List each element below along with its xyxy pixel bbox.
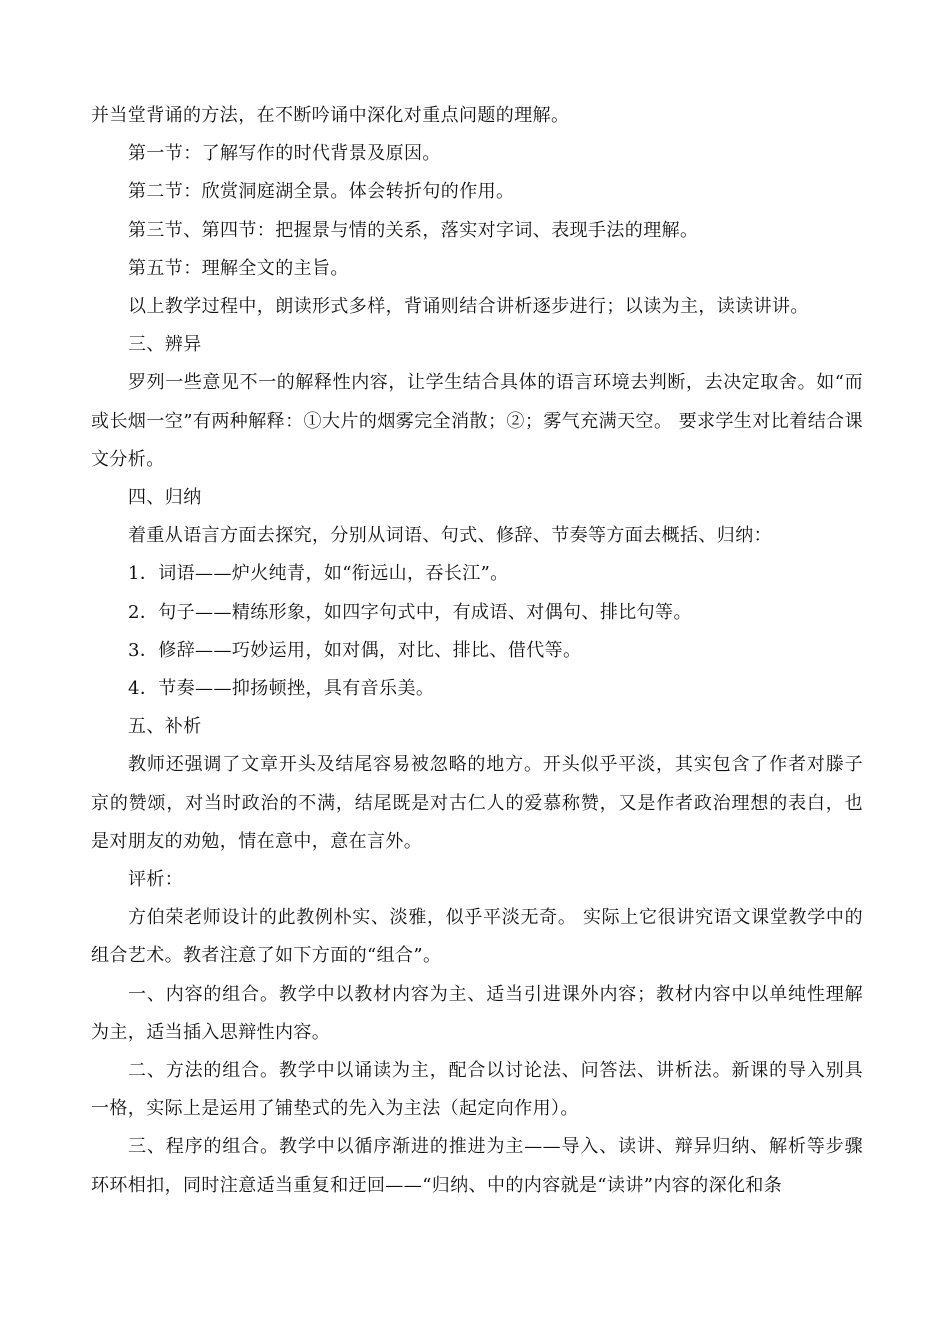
document-body	[91, 97, 863, 1205]
section-heading: 五、补析	[128, 716, 202, 738]
paragraph: 并当堂背诵的方法，在不断吟诵中深化对重点问题的理解。	[91, 105, 570, 126]
paragraph: 第一节：了解写作的时代背景及原因。	[128, 143, 441, 165]
paragraph: 方伯荣老师设计的此教例朴实、淡雅，似乎平淡无奇。 实际上它很讲究语文课堂教学中的组合艺术。教者注意了如下方面的“组合”。	[91, 907, 863, 967]
paragraph: 着重从语言方面去探究，分别从词语、句式、修辞、节奏等方面去概括、归纳：	[128, 525, 772, 547]
paragraph: 二、方法的组合。教学中以诵读为主，配合以讨论法、问答法、讲析法。新课的导入别具一格，实际上是运用了铺垫式的先入为主法（起定向作用）。	[91, 1060, 863, 1120]
paragraph: 第二节：欣赏洞庭湖全景。体会转折句的作用。	[128, 181, 515, 203]
list-item: 2．句子——精练形象，如四字句式中，有成语、对偶句、排比句等。	[128, 601, 692, 623]
paragraph: 以上教学过程中，朗读形式多样，背诵则结合讲析逐步进行；以读为主，读读讲讲。	[128, 296, 809, 318]
paragraph: 第三节、第四节：把握景与情的关系，落实对字词、表现手法的理解。	[128, 219, 699, 241]
list-item: 3．修辞——巧妙运用，如对偶，对比、排比、借代等。	[128, 639, 582, 661]
section-heading: 评析：	[128, 869, 184, 891]
paragraph: 罗列一些意见不一的解释性内容，让学生结合具体的语言环境去判断，去决定取舍。如“而或长烟一空”有两种解释：①大片的烟雾完全消散；②；雾气充满天空。 要求学生对比着结合课文分析。	[91, 372, 863, 470]
paragraph: 一、内容的组合。教学中以教材内容为主、适当引进课外内容；教材内容中以单纯性理解为主，适当插入思辩性内容。	[91, 983, 863, 1043]
section-heading: 四、归纳	[128, 487, 202, 509]
section-heading: 三、辨异	[128, 334, 202, 356]
list-item: 1．词语——炉火纯青，如“衔远山，吞长江”。	[128, 563, 509, 585]
paragraph: 三、程序的组合。教学中以循序渐进的推进为主——导入、读讲、辩异归纳、解析等步骤环环相扣，同时注意适当重复和迂回——“归纳、中的内容就是“读讲”内容的深化和条	[91, 1136, 863, 1196]
paragraph: 第五节：理解全文的主旨。	[128, 257, 349, 279]
paragraph: 教师还强调了文章开头及结尾容易被忽略的地方。开头似乎平淡，其实包含了作者对滕子京的赞颂，对当时政治的不满，结尾既是对古仁人的爱慕称赞，又是作者政治理想的表白，也是对朋友的劝勉，情在意中，意在言外。	[91, 754, 863, 852]
list-item: 4．节奏——抑扬顿挫，具有音乐美。	[128, 678, 435, 700]
